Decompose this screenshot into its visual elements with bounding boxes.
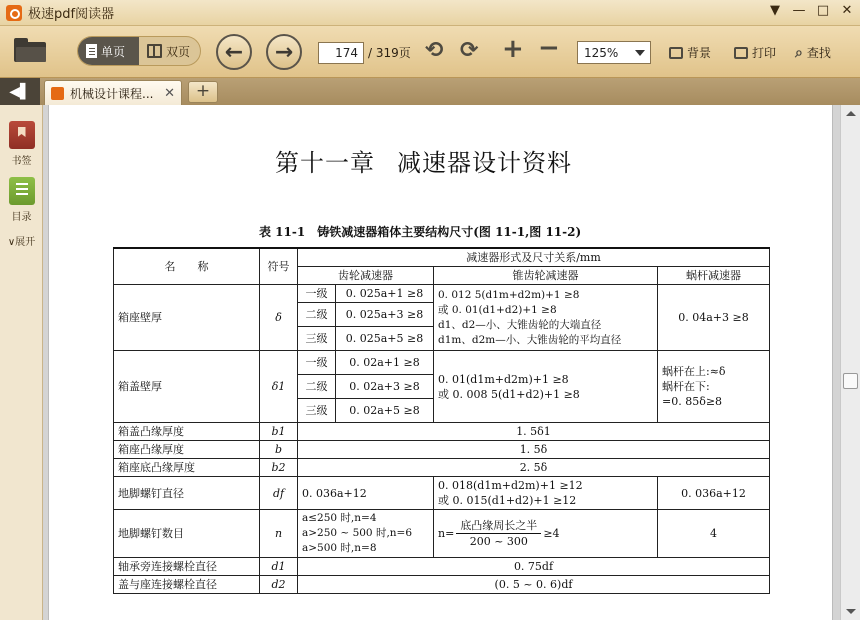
fraction [456, 518, 541, 549]
zoom-out-icon[interactable]: − [538, 33, 560, 63]
close-button[interactable]: ✕ [841, 3, 853, 18]
span-cell: 1. 5δ [298, 441, 770, 459]
formula-line: a>250 ~ 500 时,n=6 [302, 527, 413, 539]
document-tab[interactable] [44, 80, 182, 105]
pdf-page [48, 105, 833, 620]
formula-line: d1、d2—小、大锥齿轮的大端直径 [438, 318, 602, 331]
spec-table [113, 247, 770, 594]
row-name: 地脚螺钉数目 [114, 510, 260, 558]
bookmarks-button[interactable] [0, 121, 43, 167]
row-name: 箱盖凸缘厚度 [114, 423, 260, 441]
span-cell: 2. 5δ [298, 459, 770, 477]
print-label: 打印 [752, 46, 777, 60]
toc-icon [9, 177, 35, 205]
fraction-prefix: n= [438, 527, 455, 540]
bevel-cell [434, 477, 658, 510]
double-page-button[interactable] [139, 37, 200, 65]
table-row [114, 558, 770, 576]
row-symbol: b1 [260, 423, 298, 441]
row-symbol: d1 [260, 558, 298, 576]
table-header-row [114, 248, 770, 267]
gear-cell: 0. 036a+12 [298, 477, 434, 510]
formula-line: 蜗杆在下: [662, 380, 710, 393]
fraction-suffix: ≥4 [543, 527, 560, 540]
header-name: 名 称 [114, 248, 260, 285]
zoom-in-icon[interactable]: + [502, 34, 524, 64]
header-symbol: 符号 [260, 248, 298, 285]
formula-line: 0. 018(d1m+d2m)+1 ≥12 [438, 479, 583, 492]
row-name: 箱盖壁厚 [114, 351, 260, 423]
row-name: 箱座壁厚 [114, 285, 260, 351]
background-label: 背景 [687, 46, 712, 60]
table-row [114, 441, 770, 459]
bevel-cell [434, 510, 658, 558]
search-button[interactable] [795, 44, 831, 61]
table-row [114, 477, 770, 510]
double-page-label: 双页 [166, 44, 191, 59]
fraction-numerator: 底凸缘周长之半 [456, 518, 541, 534]
app-title: 极速pdf阅读器 [28, 7, 115, 22]
worm-cell: 0. 036a+12 [658, 477, 770, 510]
row-name: 地脚螺钉直径 [114, 477, 260, 510]
row-symbol: df [260, 477, 298, 510]
new-tab-button[interactable]: + [188, 81, 218, 103]
value-cell: 0. 025a+1 ≥8 [336, 285, 434, 303]
worm-cell: 0. 04a+3 ≥8 [658, 285, 770, 351]
formula-line: 蜗杆在上:≈δ [662, 365, 726, 378]
chevron-down-icon: ∨ [7, 237, 16, 248]
formula-line: 0. 01(d1m+d2m)+1 ≥8 [438, 372, 569, 386]
span-cell: 1. 5δ1 [298, 423, 770, 441]
open-folder-icon[interactable] [14, 38, 46, 62]
level-cell: 一级 [298, 351, 336, 375]
formula-line: 或 0. 015(d1+d2)+1 ≥12 [438, 494, 577, 507]
table-row [114, 423, 770, 441]
row-name: 箱座底凸缘厚度 [114, 459, 260, 477]
table-row [114, 576, 770, 594]
close-tab-icon[interactable]: ✕ [164, 86, 175, 101]
fraction-denominator: 200 ~ 300 [469, 535, 528, 548]
bevel-cell [434, 285, 658, 351]
zoom-value: 125% [584, 46, 619, 60]
bookmark-icon [9, 121, 35, 149]
row-symbol: d2 [260, 576, 298, 594]
level-cell: 二级 [298, 375, 336, 399]
worm-cell [658, 351, 770, 423]
chevron-down-icon [635, 50, 645, 56]
level-cell: 三级 [298, 399, 336, 423]
formula-line: 或 0. 008 5(d1+d2)+1 ≥8 [438, 387, 580, 401]
search-icon: ⌕ [795, 44, 803, 61]
title-bar [0, 0, 860, 26]
tab-bar [0, 78, 860, 105]
pdf-file-icon [51, 87, 64, 100]
formula-line: 0. 012 5(d1m+d2m)+1 ≥8 [438, 288, 580, 301]
value-cell: 0. 025a+3 ≥8 [336, 303, 434, 327]
row-symbol: n [260, 510, 298, 558]
search-label: 查找 [806, 46, 831, 60]
table-row [114, 285, 770, 303]
page-total: / 319页 [368, 46, 411, 60]
maximize-button[interactable]: □ [816, 3, 830, 18]
chapter-heading [275, 143, 572, 178]
value-cell: 0. 025a+5 ≥8 [336, 327, 434, 351]
chapter-number: 第十一章 [275, 149, 375, 177]
rotate-left-icon[interactable]: ⟲ [425, 38, 444, 63]
span-cell: (0. 5 ~ 0. 6)df [298, 576, 770, 594]
value-cell: 0. 02a+1 ≥8 [336, 351, 434, 375]
document-area [44, 105, 840, 620]
table-row [114, 510, 770, 558]
app-logo-icon [6, 5, 22, 21]
formula-line: a>500 时,n=8 [302, 542, 377, 554]
value-cell: 0. 02a+5 ≥8 [336, 399, 434, 423]
formula-line: d1m、d2m—小、大锥齿轮的平均直径 [438, 333, 622, 346]
span-cell: 0. 75df [298, 558, 770, 576]
rotate-right-icon[interactable]: ⟳ [460, 38, 479, 63]
bevel-cell [434, 351, 658, 423]
expand-button[interactable] [0, 233, 43, 248]
window-controls [768, 3, 854, 18]
single-page-button[interactable] [78, 37, 139, 65]
header-gear: 齿轮减速器 [298, 267, 434, 285]
formula-line: 或 0. 01(d1+d2)+1 ≥8 [438, 303, 557, 316]
prev-page-button[interactable] [216, 34, 252, 70]
arrow-left-icon: ← [224, 39, 244, 65]
double-page-icon [147, 44, 162, 58]
toc-button[interactable] [0, 177, 43, 223]
minimize-button[interactable]: — [792, 3, 806, 18]
scroll-up-icon[interactable] [846, 111, 856, 116]
level-cell: 一级 [298, 285, 336, 303]
zoom-select[interactable] [577, 41, 651, 64]
chapter-title: 减速器设计资料 [397, 149, 572, 177]
background-icon [669, 47, 683, 59]
table-row [114, 351, 770, 375]
row-symbol: b [260, 441, 298, 459]
header-worm: 蜗杆减速器 [658, 267, 770, 285]
bookmarks-label: 书签 [11, 156, 32, 167]
collapse-left-icon: ◀▌ [9, 83, 31, 100]
toolbar [0, 26, 860, 78]
level-cell: 三级 [298, 327, 336, 351]
row-symbol: δ [260, 285, 298, 351]
level-cell: 二级 [298, 303, 336, 327]
menu-dropdown-icon[interactable]: ▼ [770, 3, 780, 18]
arrow-right-icon: → [274, 39, 294, 65]
single-page-icon [86, 44, 97, 58]
formula-line: =0. 85δ≥8 [662, 395, 723, 408]
row-name: 箱座凸缘厚度 [114, 441, 260, 459]
left-panel [0, 105, 43, 620]
worm-cell: 4 [658, 510, 770, 558]
expand-label: 展开 [15, 237, 36, 248]
next-page-button[interactable] [266, 34, 302, 70]
row-symbol: δ1 [260, 351, 298, 423]
toc-label: 目录 [11, 212, 32, 223]
scroll-thumb[interactable] [843, 373, 858, 389]
gear-cell [298, 510, 434, 558]
vertical-scrollbar[interactable] [840, 105, 860, 620]
header-bevel: 锥齿轮减速器 [434, 267, 658, 285]
row-name: 轴承旁连接螺栓直径 [114, 558, 260, 576]
row-name: 盖与座连接螺栓直径 [114, 576, 260, 594]
row-symbol: b2 [260, 459, 298, 477]
header-relation: 减速器形式及尺寸关系/mm [298, 248, 770, 267]
scroll-down-icon[interactable] [846, 609, 856, 614]
table-caption: 表 11-1 铸铁减速器箱体主要结构尺寸(图 11-1,图 11-2) [259, 225, 582, 239]
single-page-label: 单页 [101, 44, 126, 59]
table-row [114, 459, 770, 477]
printer-icon [734, 47, 748, 59]
document-tab-label: 机械设计课程... [70, 86, 154, 101]
fraction-formula [438, 518, 653, 549]
value-cell: 0. 02a+3 ≥8 [336, 375, 434, 399]
background-button[interactable] [669, 44, 711, 61]
formula-line: a≤250 时,n=4 [302, 512, 377, 524]
view-mode-toggle [77, 36, 201, 66]
print-button[interactable] [734, 44, 776, 61]
sidebar-collapse-button[interactable] [0, 78, 40, 105]
page-number-input[interactable]: 174 [318, 42, 364, 64]
